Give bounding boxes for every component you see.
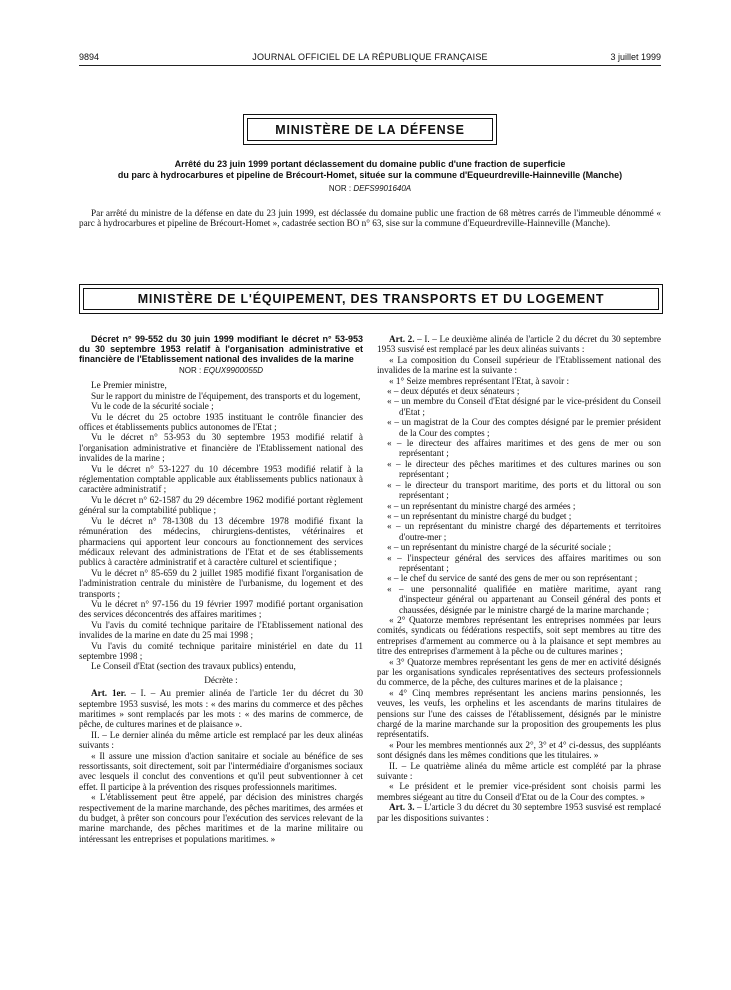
article-paragraph: II. – Le dernier alinéa du même article est remplacé par les deux alinéas suivants : xyxy=(79,729,363,751)
ministry-equipement-label: MINISTÈRE DE L'ÉQUIPEMENT, DES TRANSPORTS ET DU LOGEMENT xyxy=(137,292,605,306)
list-item: « – l'inspecteur général des services des affaires maritimes ou son représentant ; xyxy=(387,552,661,573)
article-2-text: – I. – Le deuxième alinéa de l'article 2 du décret du 30 septembre 1953 susvisé est remplacé par les deux alinéas suivants : xyxy=(377,334,661,355)
list-item: « – un représentant du ministre chargé du budget ; xyxy=(387,510,572,521)
nor-label: NOR : xyxy=(328,184,352,193)
article-1-label: Art. 1er. xyxy=(91,688,127,699)
arrete-title xyxy=(79,159,661,180)
article-paragraph: II. – Le quatrième alinéa du même article est complété par la phrase suivante : xyxy=(377,760,661,782)
visa-paragraph: Vu le décret n° 62-1587 du 29 décembre 1962 modifié portant règlement général sur la comptabilité publique ; xyxy=(79,494,363,516)
arrete-title-line2: du parc à hydrocarbures et pipeline de Brécourt-Homet, située sur la commune d'Equeurdreville-Hainneville (Manche) xyxy=(117,169,623,180)
visa-paragraph: Le Conseil d'Etat (section des travaux publics) entendu, xyxy=(91,661,296,672)
list-item: « – un représentant du ministre chargé des armées ; xyxy=(387,500,576,511)
arrete-nor xyxy=(79,184,661,193)
nor-code: DEFS9901640A xyxy=(353,184,412,193)
nor-code: EQUX9900055D xyxy=(203,366,264,375)
article-2 xyxy=(377,334,661,355)
list-item: « – un membre du Conseil d'Etat désigné par le vice-président du Conseil d'Etat ; xyxy=(387,396,661,417)
visa-paragraph: Vu le code de la sécurité sociale ; xyxy=(91,401,214,412)
visa-paragraph: Vu le décret n° 78-1308 du 13 décembre 1978 modifié fixant la rémunération des médecins, chirurgiens-dentistes, vétérinaires et pharmaciens qui apportent leur concours au fonctionnement des services médicaux relevant des administrations de l'Etat et de ses établissements publics à caractère administratif et à caractère culturel et scientifique ; xyxy=(79,515,363,568)
arrete-body: Par arrêté du ministre de la défense en date du 23 juin 1999, est déclassée du domaine public une fraction de 68 mètres carrés de l'immeuble dénommé « parc à hydrocarbures et pipeline de Brécourt-Homet », cadastrée section BO n° 63, sise sur la commune d'Equeurdreville-Hainneville (Manche). xyxy=(79,208,661,229)
nor-label: NOR : xyxy=(178,366,202,375)
article-3-text: – L'article 3 du décret du 30 septembre 1953 susvisé est remplacé par les dispositions suivantes : xyxy=(377,802,662,823)
article-1 xyxy=(79,688,363,730)
list-item: « – le directeur du transport maritime, des ports et du littoral ou son représentant ; xyxy=(387,479,661,501)
decrete-label: Décrète : xyxy=(204,674,238,685)
visa-paragraph: Vu le décret du 25 octobre 1935 instituant le contrôle financier des offices et établissements publics autonomes de l'Etat ; xyxy=(79,411,363,433)
ministry-defense-heading xyxy=(243,114,497,145)
list-item: « – une personnalité qualifiée en matière maritime, ayant rang d'inspecteur général ou appartenant au Conseil général des ponts et chaussées, désignée par le ministre chargé de la marine marchande ; xyxy=(387,583,661,615)
visa-paragraph: Sur le rapport du ministre de l'équipement, des transports et du logement, xyxy=(91,390,361,401)
header-divider xyxy=(79,65,661,66)
right-column xyxy=(377,334,661,823)
article-paragraph: « 2° Quatorze membres représentant les entreprises nommées par leurs comités, syndicats ou fédérations respectifs, soit sept membres au titre des entreprises d'armement au commerce ou à la plaisance et sept membres au titre des entreprises d'armement à la pêche ou de cultures marines ; xyxy=(377,614,661,657)
visa-paragraph: Vu l'avis du comité technique paritaire ministériel en date du 11 septembre 1998 ; xyxy=(79,640,363,661)
ministry-equipement-heading xyxy=(79,284,663,314)
visa-paragraph: Vu le décret n° 85-659 du 2 juillet 1985 modifié fixant l'organisation de l'administration centrale du ministère de l'urbanisme, du logement et des transports ; xyxy=(79,567,363,599)
article-2-label: Art. 2. xyxy=(389,334,415,344)
arrete-title-line1: Arrêté du 23 juin 1999 portant déclassement du domaine public d'une fraction de superficie xyxy=(174,159,566,169)
page-number: 9894 xyxy=(79,52,100,62)
article-paragraph: « 1° Seize membres représentant l'Etat, à savoir : xyxy=(389,375,570,386)
visa-paragraph: Vu l'avis du comité technique paritaire de l'Etablissement national des invalides de la marine en date du 25 mai 1998 ; xyxy=(79,619,363,641)
article-3-label: Art. 3. xyxy=(389,802,415,813)
article-paragraph: « La composition du Conseil supérieur de l'Etablissement national des invalides de la marine est la suivante : xyxy=(377,354,661,376)
decret-nor xyxy=(79,366,363,376)
visa-paragraph: Le Premier ministre, xyxy=(91,380,167,391)
article-paragraph: « 3° Quatorze membres représentant les gens de mer en activité désignés par les organisations syndicales représentatives des secteurs professionnels du commerce, de la pêche, des cultures marines et de la plaisance ; xyxy=(377,656,661,688)
visa-paragraph: Vu le décret n° 97-156 du 19 février 1997 modifié portant organisation des services déconcentrés des affaires maritimes ; xyxy=(79,598,363,620)
article-3 xyxy=(377,802,661,823)
issue-date: 3 juillet 1999 xyxy=(610,52,661,62)
article-paragraph: « Le président et le premier vice-président sont choisis parmi les membres siégeant au titre du Conseil d'Etat ou de la Cour des comptes. » xyxy=(377,781,661,802)
visa-paragraph: Vu le décret n° 53-1227 du 10 décembre 1953 modifié relatif à la réglementation comptable applicable aux établissements publics nationaux à caractère administratif ; xyxy=(79,463,363,495)
list-item: « – un magistrat de la Cour des comptes désigné par le premier président de la Cour des comptes ; xyxy=(387,417,661,438)
article-paragraph: « Il assure une mission d'action sanitaire et sociale au bénéfice de ses ressortissants, soit directement, soit par l'intermédiaire d'organismes sociaux avec lesquels il conclut des conventions et qu'il peut subventionner à cet effet. Il participe à la prévention des risques professionnels maritimes. xyxy=(79,750,363,792)
article-paragraph: « L'établissement peut être appelé, par décision des ministres chargés respectivement de la marine marchande, des pêches maritimes, des armées et du budget, à prêter son concours pour l'exécution des services relevant de la marine marchande, des pêches maritimes et de la marine militaire ou intéressant les entreprises et populations maritimes. » xyxy=(79,792,363,844)
left-column xyxy=(79,334,363,844)
list-item: « – un représentant du ministre chargé des départements et territoires d'outre-mer ; xyxy=(387,521,661,542)
list-item: « – le directeur des affaires maritimes et des gens de mer ou son représentant ; xyxy=(387,438,661,459)
list-item: « – un représentant du ministre chargé de la sécurité sociale ; xyxy=(387,542,612,553)
article-paragraph: « 4° Cinq membres représentant les anciens marins pensionnés, les veuves, les veufs, les orphelins et les ascendants de marins titulaires de pensions sur l'une des caisses de l'établissement, désignés par le ministre chargé de la marine marchande sur la proposition des groupements les plus représentatifs. xyxy=(377,687,661,740)
page-header xyxy=(79,52,661,66)
article-1-text: – I. – Au premier alinéa de l'article 1er du décret du 30 septembre 1953 susvisé, les mots : « des marins du commerce et des pêches maritimes » sont remplacés par les mots : « des marins de commerce, de pêche, de cultures marines et de plaisance ». xyxy=(79,688,363,730)
ministry-defense-label: MINISTÈRE DE LA DÉFENSE xyxy=(275,122,465,137)
visa-paragraph: Vu le décret n° 53-953 du 30 septembre 1953 modifié relatif à l'organisation administrative et financière de l'Etablissement national des invalides de la marine ; xyxy=(79,432,363,464)
article-paragraph: « Pour les membres mentionnés aux 2°, 3° et 4° ci-dessus, des suppléants sont désignés dans les mêmes conditions que les titulaires. » xyxy=(377,739,661,761)
decret-title: Décret n° 99-552 du 30 juin 1999 modifiant le décret n° 53-953 du 30 septembre 1953 relatif à l'organisation administrative et financière de l'Etablissement national des invalides de la marine xyxy=(79,334,363,364)
list-item: « – deux députés et deux sénateurs ; xyxy=(387,386,520,397)
journal-title: JOURNAL OFFICIEL DE LA RÉPUBLIQUE FRANÇAISE xyxy=(252,52,488,62)
list-item: « – le directeur des pêches maritimes et des cultures marines ou son représentant ; xyxy=(387,458,661,480)
list-item: « – le chef du service de santé des gens de mer ou son représentant ; xyxy=(387,573,638,584)
